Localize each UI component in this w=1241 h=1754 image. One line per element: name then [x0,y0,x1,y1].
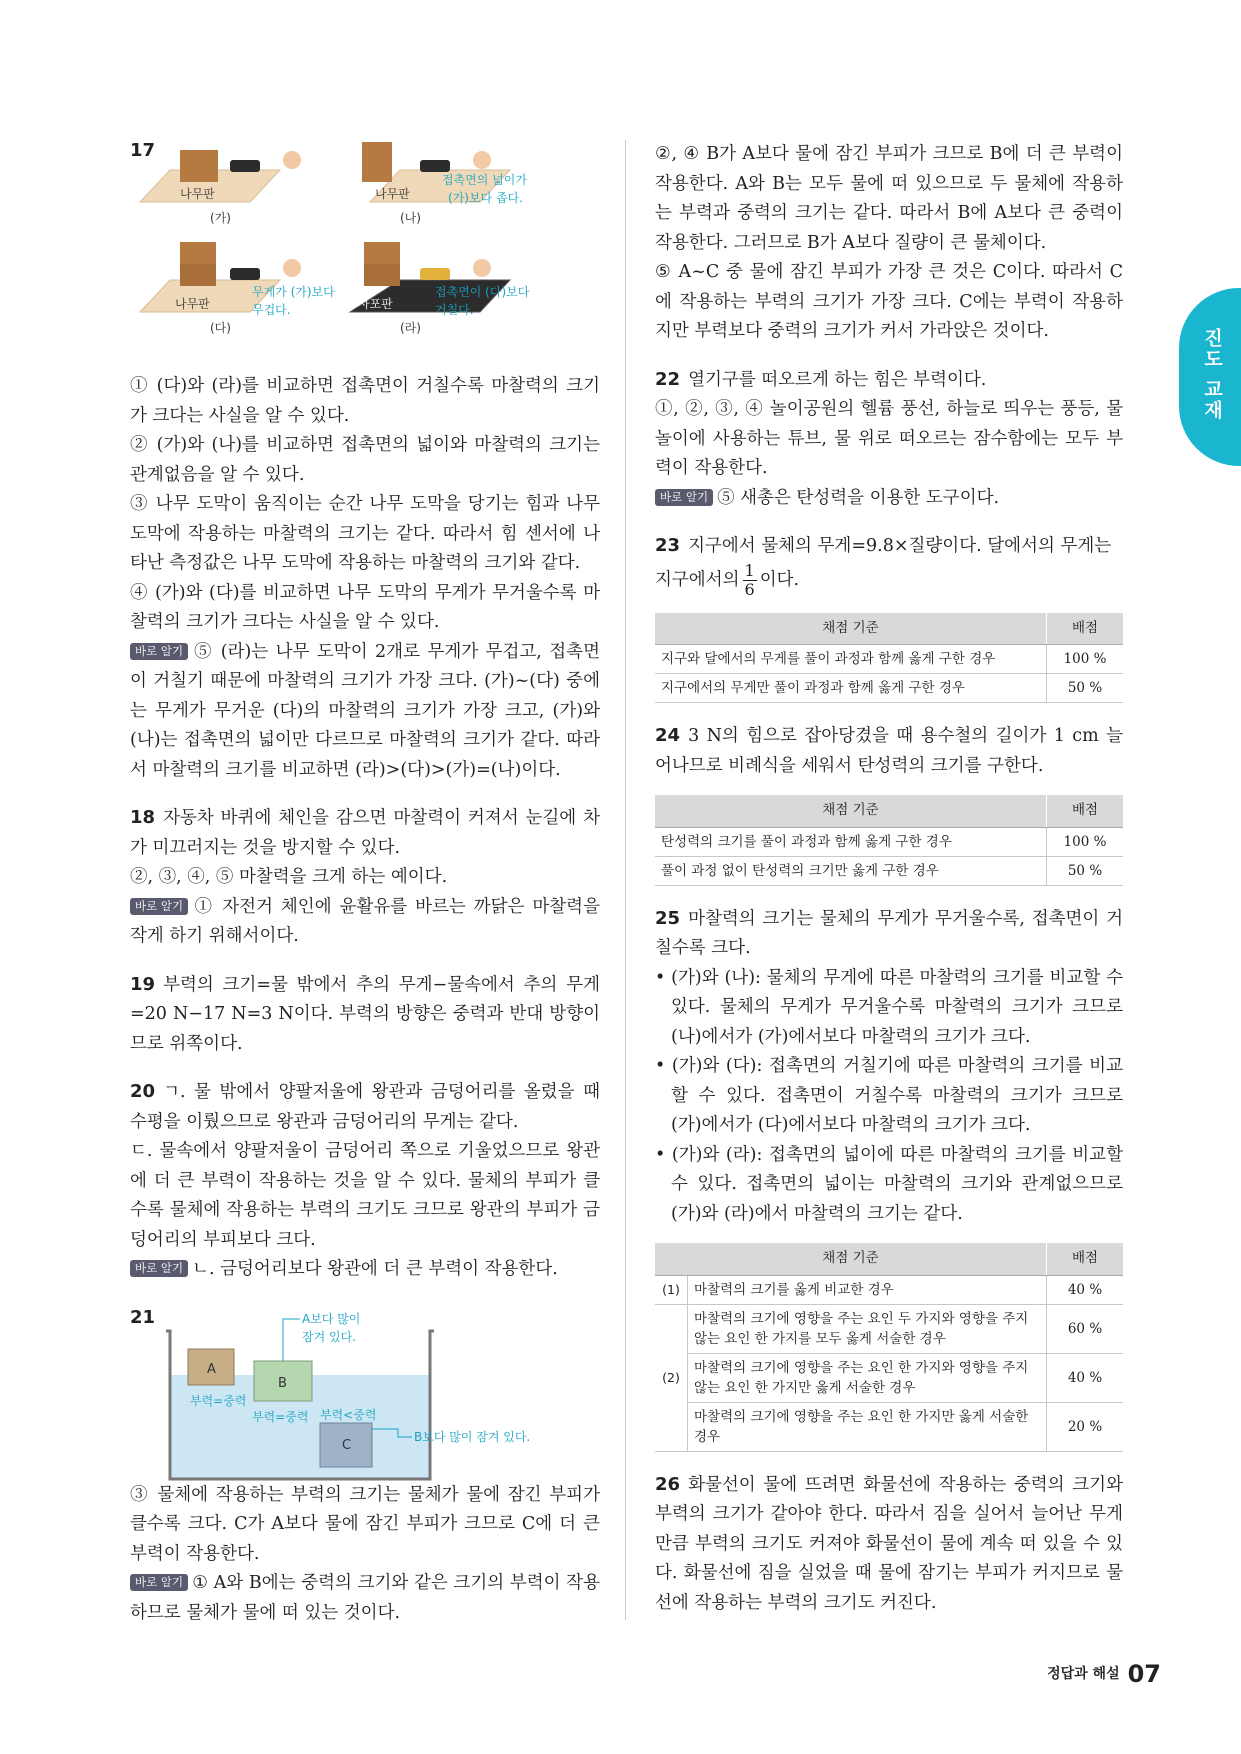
answer-text: ⑤ (라)는 나무 도막이 2개로 무게가 무겁고, 접촉면이 거칠기 때문에 마찰력의 크기가 가장 크다. (가)~(다) 중에는 무게가 무거운 (다)의 마찰력의 크기가 가장 크고, (가)와 (나)는 접촉면의 넓이만 다르므로 마찰력의 크기가 같다. 따라서 마찰력의 크기를 비교하면 (라)>(다)>(가)=(나)이다. [130,641,600,780]
panel-note: 접촉면이 (다)보다 [435,285,530,299]
answer-text: ③ 나무 도막이 움직이는 순간 나무 도막을 당기는 힘과 나무 도막에 작용하는 마찰력의 크기는 같다. 따라서 힘 센서에 나타난 측정값은 나무 도막에 작용하는 마찰력의 크기와 같다. [130,494,600,573]
question-22 [655,365,1123,514]
table-header: 배점 [1047,1243,1124,1275]
question-number: 22 [655,368,681,390]
score-cell: 50 % [1047,674,1124,703]
panel-ra [350,242,530,335]
buoyancy-figure [130,1303,600,1481]
board-label: 사포판 [358,297,393,311]
block-a-label: A [207,1361,216,1377]
answer-text: ② (가)와 (나)를 비교하면 접촉면의 넓이와 마찰력의 크기는 관계없음을 알 수 있다. [130,435,600,485]
fraction-denominator: 6 [744,579,755,599]
table-row [655,1275,1123,1304]
grading-table [655,613,1123,704]
criterion-cell: 지구와 달에서의 무게를 풀이 과정과 함께 옳게 구한 경우 [655,645,1047,674]
panel-note: 무게가 (가)보다 [252,285,335,299]
answer-text: ⑤ A~C 중 물에 잠긴 부피가 가장 큰 것은 C이다. 따라서 C에 작용하는 부력의 크기가 가장 크다. C에는 부력이 작용하지만 부력보다 중력의 크기가 커서 가라앉은 것이다. [655,262,1123,341]
fraction [743,562,757,599]
question-number: 20 [130,1081,156,1102]
board-label: 나무판 [180,187,215,201]
answer-text: ① (다)와 (라)를 비교하면 접촉면이 거칠수록 마찰력의 크기가 크다는 사실을 알 수 있다. [130,376,600,426]
correction-badge: 바로 알기 [130,1574,188,1591]
bullet-item: • (가)와 (나): 물체의 무게에 따른 마찰력의 크기를 비교할 수 있다. 물체의 무게가 무거울수록 마찰력의 크기가 크므로 (나)에서가 (가)에서보다 마찰력의 크기가 크다. [655,967,1123,1047]
question-25 [655,904,1123,1452]
answer-text: 3 N의 힘으로 잡아당겼을 때 용수철의 길이가 1 cm 늘어나므로 비례식을 세워서 탄성력의 크기를 구한다. [655,726,1123,776]
score-cell: 60 % [1047,1304,1124,1353]
score-cell: 40 % [1047,1353,1124,1402]
right-column [655,140,1123,1618]
board-label: 나무판 [175,297,210,311]
table-header: 배점 [1047,795,1124,827]
answer-text: 부력의 크기=물 밖에서 추의 무게−물속에서 추의 무게=20 N−17 N=3 N이다. 부력의 방향은 중력과 반대 방향이므로 위쪽이다. [130,974,600,1054]
figure-note: A보다 많이 [302,1311,361,1326]
question-number: 17 [130,140,156,161]
panel-label: (나) [400,211,421,225]
question-number: 25 [655,907,681,929]
correction-badge: 바로 알기 [130,643,188,660]
page-number: 07 [1127,1660,1161,1688]
criterion-cell: 마찰력의 크기에 영향을 주는 요인 한 가지만 옳게 서술한 경우 [688,1402,1047,1451]
criterion-cell: 풀이 과정 없이 탄성력의 크기만 옳게 구한 경우 [655,856,1047,885]
panel-da [140,242,335,335]
part-label: (1) [655,1275,688,1304]
figure-note: 부력=중력 [190,1393,247,1408]
answer-text: ②, ③, ④, ⑤ 마찰력을 크게 하는 예이다. [130,867,448,887]
criterion-cell: 지구에서의 무게만 풀이 과정과 함께 옳게 구한 경우 [655,674,1047,703]
table-row [655,674,1123,703]
table-row [655,1402,1123,1451]
panel-note: 접촉면의 넓이가 [442,173,527,187]
grading-table [655,1243,1123,1452]
board-label: 나무판 [375,187,410,201]
block-c-label: C [342,1437,352,1453]
answer-text: 화물선이 물에 뜨려면 화물선에 작용하는 중력의 크기와 부력의 크기가 같아야 한다. 따라서 짐을 실어서 늘어난 무게만큼 부력의 크기도 커져야 화물선이 물에 계속 떠 있을 수 있다. 화물선에 짐을 실었을 때 물에 잠기는 부피가 커지므로 물선에 작용하는 부력의 크기도 커진다. [655,1474,1123,1613]
question-number: 19 [130,973,156,995]
panel-label: (다) [210,321,231,335]
score-cell: 50 % [1047,856,1124,885]
panel-note: 거칠다. [435,303,474,317]
criterion-cell: 탄성력의 크기를 풀이 과정과 함께 옳게 구한 경우 [655,827,1047,856]
friction-experiment-figure [130,140,600,372]
bullet-item: • (가)와 (라): 접촉면의 넓이에 따른 마찰력의 크기를 비교할 수 있다. 접촉면의 넓이는 마찰력의 크기와 관계없으므로 (가)와 (라)에서 마찰력의 크기는 같다. [655,1144,1123,1224]
question-17 [130,140,600,785]
panel-label: (가) [210,211,231,225]
answer-text: 지구에서 물체의 무게=9.8×질량이다. 달에서의 무게는 [688,536,1112,556]
answer-text: ㄱ. 물 밖에서 양팔저울에 왕관과 금덩어리를 올렸을 때 수평을 이뤘으므로 왕관과 금덩어리의 무게는 같다. [130,1082,600,1132]
fraction-numerator: 1 [744,560,755,580]
table-row [655,1304,1123,1353]
question-24 [655,721,1123,886]
answer-text: 열기구를 떠오르게 하는 힘은 부력이다. [688,369,987,390]
answer-text: ③ 물체에 작용하는 부력의 크기는 물체가 물에 잠긴 부피가 클수록 크다. C가 A보다 물에 잠긴 부피가 크므로 C에 더 큰 부력이 작용한다. [130,1484,600,1564]
bullet-item: • (가)와 (다): 접촉면의 거칠기에 따른 마찰력의 크기를 비교할 수 있다. 접촉면이 거칠수록 마찰력의 크기가 크므로 (가)에서가 (다)에서보다 마찰력의 크기가 크다. [655,1056,1123,1135]
figure-note: B보다 많이 잠겨 있다. [414,1429,531,1444]
figure-note: 부력<중력 [320,1407,377,1422]
question-number: 24 [655,725,681,746]
block-b-label: B [278,1375,287,1391]
correction-badge: 바로 알기 [130,1260,188,1277]
answer-text: ① 자전거 체인에 윤활유를 바르는 까닭은 마찰력을 작게 하기 위해서이다. [130,896,600,946]
panel-note: (가)보다 좁다. [448,191,523,205]
question-20 [130,1077,600,1285]
question-26 [655,1470,1123,1619]
criterion-cell: 마찰력의 크기에 영향을 주는 요인 두 가지와 영향을 주지 않는 요인 한 가지를 모두 옳게 서술한 경우 [688,1304,1047,1353]
correction-badge: 바로 알기 [130,898,188,915]
answer-text: 지구에서의 [655,569,740,590]
table-header: 채점 기준 [655,613,1047,645]
answer-text: ②, ④ B가 A보다 물에 잠긴 부피가 크므로 B에 더 큰 부력이 작용한다. A와 B는 모두 물에 떠 있으므로 두 물체에 작용하는 부력과 중력의 크기는 같다. 따라서 B에 A보다 큰 중력이 작용한다. 그러므로 B가 A보다 질량이 큰 물체이다. [655,144,1123,253]
question-number: 23 [655,535,681,556]
side-tab-label: 진도 교재 [1201,328,1223,421]
question-number: 26 [655,1473,681,1495]
score-cell: 100 % [1047,645,1124,674]
answer-text: ①, ②, ③, ④ 놀이공원의 헬륨 풍선, 하늘로 띄우는 풍등, 물놀이에 사용하는 튜브, 물 위로 떠오르는 잠수함에는 모두 부력이 작용한다. [655,399,1123,478]
question-number: 21 [130,1306,156,1328]
table-row [655,1353,1123,1402]
chapter-side-tab[interactable] [1179,288,1241,466]
part-label: (2) [655,1304,688,1451]
panel-note: 무겁다. [252,303,291,317]
footer-label: 정답과 해설 [1047,1666,1120,1682]
answer-text: ④ (가)와 (다)를 비교하면 나무 도막의 무게가 무거울수록 마찰력의 크기가 크다는 사실을 알 수 있다. [130,582,600,632]
criterion-cell: 마찰력의 크기를 옳게 비교한 경우 [688,1275,1047,1304]
criterion-cell: 마찰력의 크기에 영향을 주는 요인 한 가지와 영향을 주지 않는 요인 한 가지만 옳게 서술한 경우 [688,1353,1047,1402]
page-footer [1047,1660,1161,1688]
table-header: 배점 [1047,613,1124,645]
answer-text: 자동차 바퀴에 체인을 감으면 마찰력이 커져서 눈길에 차가 미끄러지는 것을 방지할 수 있다. [130,808,600,858]
question-23 [655,531,1123,703]
answer-text: ㄴ. 금덩어리보다 왕관에 더 큰 부력이 작용한다. [192,1259,558,1279]
left-column [130,140,600,1628]
figure-note: 잠겨 있다. [302,1329,356,1344]
answer-text: 이다. [759,569,800,590]
score-cell: 20 % [1047,1402,1124,1451]
figure-note: 부력=중력 [252,1409,309,1424]
panel-ga [140,150,301,225]
question-19 [130,970,600,1060]
table-header: 채점 기준 [655,1243,1047,1275]
grading-table [655,795,1123,886]
table-header: 채점 기준 [655,795,1047,827]
table-row [655,645,1123,674]
table-row [655,856,1123,885]
panel-na [362,142,527,225]
answer-text: ⑤ 새총은 탄성력을 이용한 도구이다. [717,487,1000,508]
score-cell: 100 % [1047,827,1124,856]
correction-badge: 바로 알기 [655,489,713,506]
score-cell: 40 % [1047,1275,1124,1304]
column-divider [625,140,626,1620]
panel-label: (라) [400,321,421,335]
answer-text: 마찰력의 크기는 물체의 무게가 무거울수록, 접촉면이 거칠수록 크다. [655,908,1123,958]
table-row [655,827,1123,856]
answer-text: ① A와 B에는 중력의 크기와 같은 크기의 부력이 작용하므로 물체가 물에 떠 있는 것이다. [130,1573,600,1623]
question-number: 18 [130,807,156,828]
answer-text: ㄷ. 물속에서 양팔저울이 금덩어리 쪽으로 기울었으므로 왕관에 더 큰 부력이 작용하는 것을 알 수 있다. 물체의 부피가 클수록 물체에 작용하는 부력의 크기도 크므로 왕관의 부피가 금덩어리의 부피보다 크다. [130,1141,600,1250]
question-18 [130,803,600,952]
question-21 [130,1303,600,1629]
